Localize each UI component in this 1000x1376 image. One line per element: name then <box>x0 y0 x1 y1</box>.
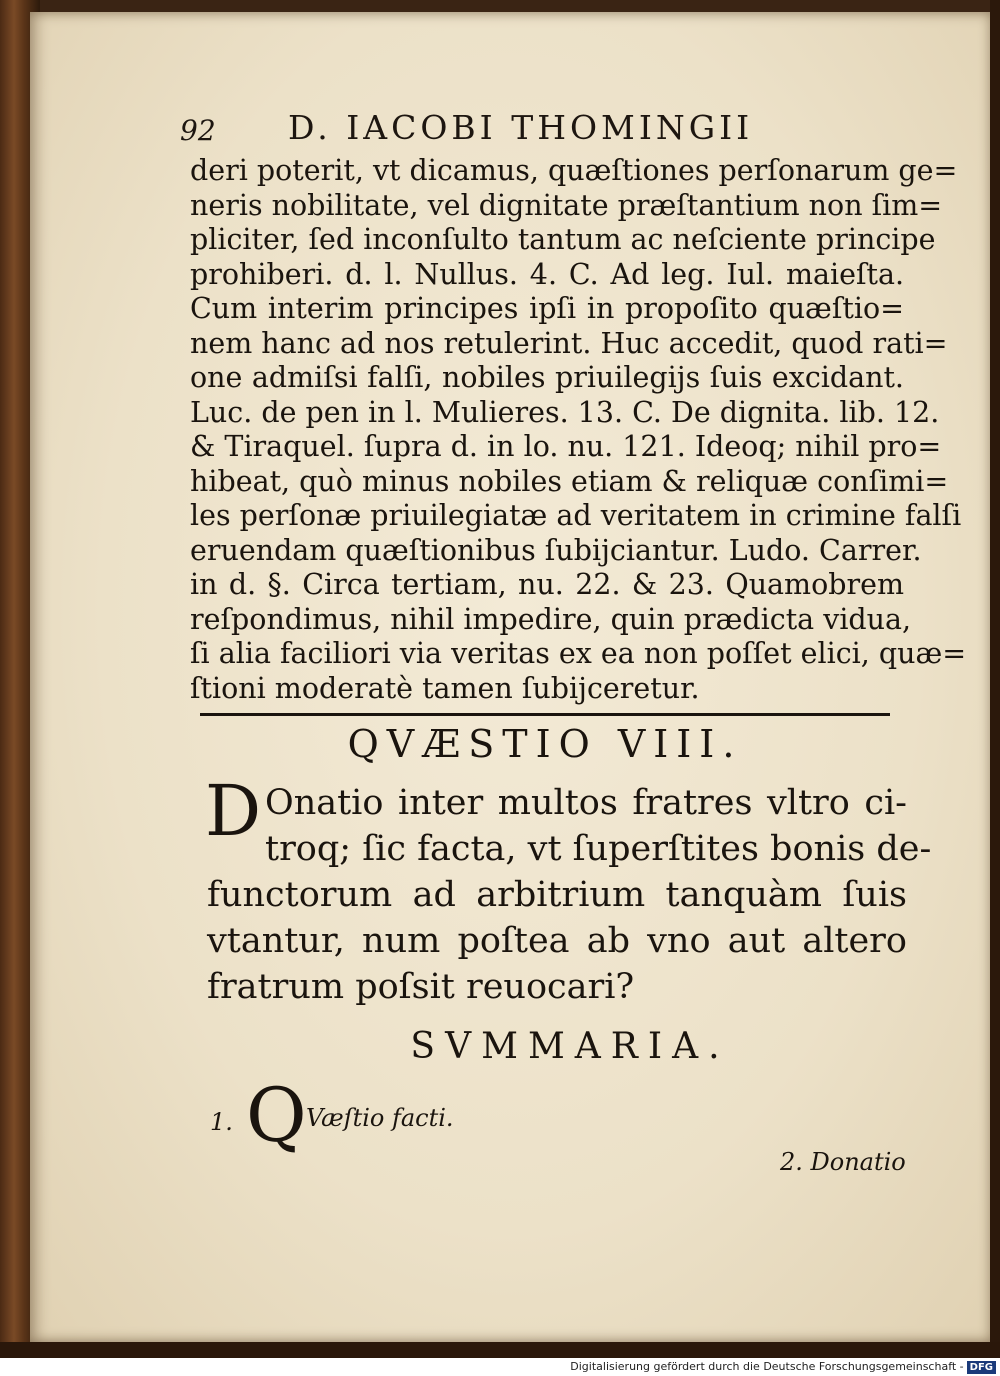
summary-drop-cap: Q <box>246 1073 307 1159</box>
dfg-logo: DFG <box>967 1361 996 1374</box>
footer-credit <box>570 1358 1000 1376</box>
text-line: hibeat, quò minus nobiles etiam & reliquæ conſimi= <box>190 464 949 498</box>
page-edge <box>990 0 1000 1358</box>
body-text <box>190 154 967 706</box>
question-title: QVÆSTIO VIII. <box>347 722 743 766</box>
text-line: vtantur, num poſtea ab vno aut altero <box>207 921 907 961</box>
text-line: Luc. de pen in l. Mulieres. 13. C. De dignita. lib. 12. <box>190 395 940 429</box>
text-line: Onatio inter multos fratres vltro ci- <box>265 783 907 823</box>
text-line: & Tiraquel. ſupra d. in lo. nu. 121. Ideoq; nihil pro= <box>190 430 942 463</box>
text-line: deri poterit, vt dicamus, quæſtiones perſonarum ge= <box>190 154 958 187</box>
drop-cap: D <box>205 770 262 852</box>
text-line: Cum interim principes ipſi in propoſito quæſtio= <box>190 292 904 325</box>
text-line: one admiſsi falſi, nobiles priuilegijs ſuis excidant. <box>190 361 904 394</box>
bottom-edge <box>0 1342 1000 1358</box>
page-number: 92 <box>180 114 216 147</box>
text-line: eruendam quæſtionibus ſubijciantur. Ludo. Carrer. <box>190 533 922 567</box>
text-line: prohiberi. d. l. Nullus. 4. C. Ad leg. Iul. maieſta. <box>190 257 904 291</box>
text-line: functorum ad arbitrium tanquàm ſuis <box>207 875 907 915</box>
text-line: nem hanc ad nos retulerint. Huc accedit, quod rati= <box>190 326 948 360</box>
footer-text: Digitalisierung gefördert durch die Deutsche Forschungsgemeinschaft - <box>570 1360 964 1373</box>
text-line: reſpondimus, nihil impedire, quin prædicta vidua, <box>190 602 912 636</box>
text-line: neris nobilitate, vel dignitate præſtantium non ſim= <box>190 188 943 222</box>
summaria-heading: SVMMARIA. <box>410 1026 730 1067</box>
summary-item-number: 1. <box>210 1108 233 1136</box>
text-line: troq; ſic facta, vt ſuperſtites bonis de- <box>265 829 932 869</box>
page-header <box>180 108 900 148</box>
running-title: D. IACOBI THOMINGII <box>288 108 754 147</box>
section-divider <box>200 713 890 716</box>
question-text <box>205 770 932 1010</box>
text-line: ſtioni moderatè tamen ſubijceretur. <box>190 671 700 705</box>
text-line: pliciter, ſed inconſulto tantum ac neſciente principe <box>190 223 936 256</box>
text-line: ſi alia faciliori via veritas ex ea non poſſet elici, quæ= <box>190 637 967 670</box>
text-line: in d. §. Circa tertiam, nu. 22. & 23. Quamobrem <box>190 568 904 601</box>
text-line: fratrum poſsit reuocari? <box>207 967 635 1007</box>
summary-item-text: Væſtio facti. <box>306 1104 454 1132</box>
catchword: 2. Donatio <box>780 1148 906 1176</box>
text-line: les perſonæ priuilegiatæ ad veritatem in crimine falſi <box>190 499 962 532</box>
